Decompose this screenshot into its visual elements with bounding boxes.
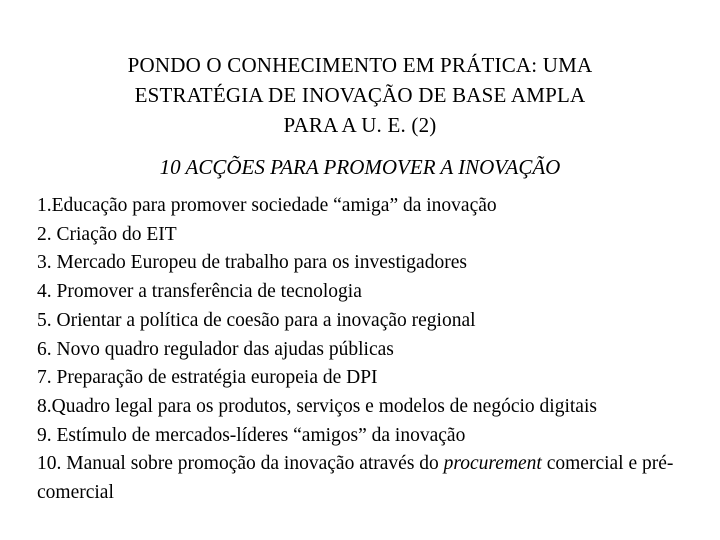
list-item: 6. Novo quadro regulador das ajudas públicas bbox=[37, 338, 394, 360]
slide-subtitle: 10 ACÇÕES PARA PROMOVER A INOVAÇÃO bbox=[159, 155, 561, 179]
list-item: 1.Educação para promover sociedade “amiga” da inovação bbox=[37, 195, 497, 216]
item-text: 10. Manual sobre promoção da inovação através do bbox=[37, 453, 444, 475]
list-item: 3. Mercado Europeu de trabalho para os investigadores bbox=[37, 252, 467, 274]
title-line-3: PARA A U. E. (2) bbox=[283, 113, 437, 137]
list-item: 8.Quadro legal para os produtos, serviços e modelos de negócio digitais bbox=[37, 395, 597, 417]
slide-title bbox=[60, 50, 660, 140]
title-line-2: ESTRATÉGIA DE INOVAÇÃO DE BASE AMPLA bbox=[134, 83, 586, 107]
item-text: comercial e pré-comercial bbox=[37, 453, 674, 504]
item-italic-term: procurement bbox=[443, 453, 542, 475]
list-item: 4. Promover a transferência de tecnologia bbox=[37, 281, 362, 303]
list-item: 2. Criação do EIT bbox=[37, 223, 177, 245]
actions-list bbox=[37, 192, 697, 508]
list-item: 7. Preparação de estratégia europeia de DPI bbox=[37, 367, 378, 389]
title-line-1: PONDO O CONHECIMENTO EM PRÁTICA: UMA bbox=[127, 53, 593, 77]
list-item bbox=[37, 450, 697, 507]
list-item: 5. Orientar a política de coesão para a inovação regional bbox=[37, 309, 476, 331]
list-item: 9. Estímulo de mercados-líderes “amigos” da inovação bbox=[37, 424, 466, 446]
